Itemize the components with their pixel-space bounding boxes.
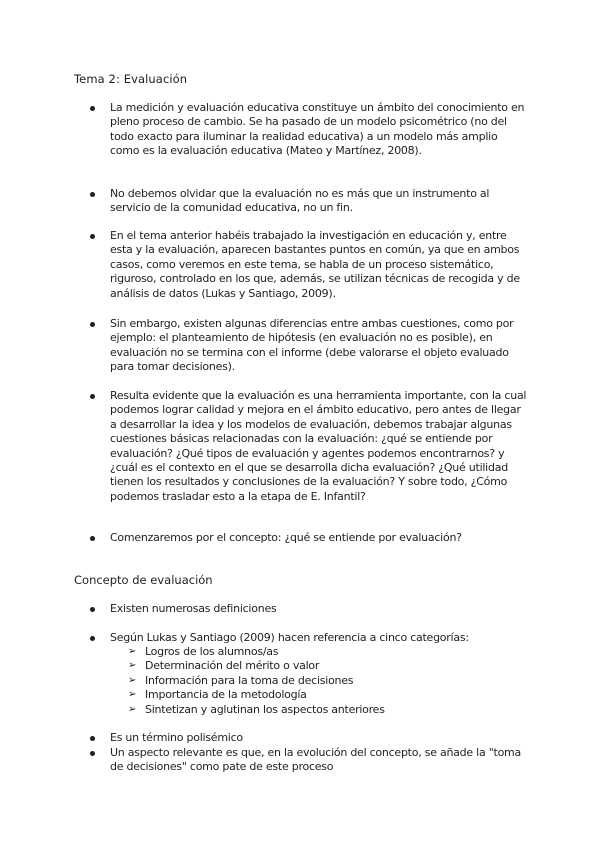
bullet-item: Según Lukas y Santiago (2009) hacen referencia a cinco categorías:: [110, 631, 528, 645]
arrow-bullet-icon: ➢: [128, 703, 137, 715]
arrow-bullet-icon: ➢: [128, 674, 137, 686]
sub-list-item: [128, 645, 508, 659]
bullet-item: Un aspecto relevante es que, en la evolución del concepto, se añade la "toma de decisiones" como pate de este proceso: [110, 746, 528, 775]
bullet-item: En el tema anterior habéis trabajado la investigación en educación y, entre esta y la evaluación, aparecen bastantes puntos en común, ya que en ambos casos, como veremos en este tema, se habla de un proceso sistemático, riguroso, controlado en los que, además, se utilizan técnicas de recogida y de análisis de datos (Lukas y Santiago, 2009).: [110, 229, 528, 301]
bullet-item: La medición y evaluación educativa constituye un ámbito del conocimiento en pleno proceso de cambio. Se ha pasado de un modelo psicométrico (no del todo exacto para iluminar la realidad educativa) a un modelo más amplio como es la evaluación educativa (Mateo y Martínez, 2008).: [110, 101, 528, 159]
sub-item-text: Importancia de la metodología: [145, 688, 307, 702]
bullet-item: No debemos olvidar que la evaluación no es más que un instrumento al servicio de la comunidad educativa, no un fin.: [110, 187, 528, 216]
sub-item-text: Determinación del mérito o valor: [145, 659, 320, 673]
arrow-bullet-icon: ➢: [128, 646, 137, 657]
sub-list-item: [128, 688, 508, 702]
page-title: Tema 2: Evaluación: [74, 72, 188, 86]
sub-list-item: [128, 674, 508, 688]
bullet-item: Es un término polisémico: [110, 731, 528, 745]
arrow-bullet-icon: ➢: [128, 660, 137, 672]
bullet-item: Sin embargo, existen algunas diferencias entre ambas cuestiones, como por ejemplo: el planteamiento de hipótesis (en evaluación no es posible), en evaluación no se termina con el informe (debe valorarse el objeto evaluado para tomar decisiones).: [110, 317, 528, 375]
section-heading: Concepto de evaluación: [74, 573, 213, 587]
sub-item-text: Logros de los alumnos/as: [145, 645, 279, 658]
sub-list-item: [128, 703, 508, 717]
bullet-item: Existen numerosas definiciones: [110, 602, 528, 616]
sub-list-item: [128, 659, 508, 673]
arrow-bullet-icon: ➢: [128, 689, 137, 701]
sub-item-text: Información para la toma de decisiones: [145, 673, 354, 687]
bullet-item: Comenzaremos por el concepto: ¿qué se entiende por evaluación?: [110, 531, 528, 545]
sub-item-text: Sintetizan y aglutinan los aspectos anteriores: [145, 702, 385, 716]
bullet-item: Resulta evidente que la evaluación es una herramienta importante, con la cual podemos lograr calidad y mejora en el ámbito educativo, pero antes de llegar a desarrollar la idea y los modelos de evaluación, debemos trabajar algunas cuestiones básicas relacionadas con la evaluación: ¿qué se entiende por evaluación? ¿Qué tipos de evaluación y agentes podemos encontrarnos? y ¿cuál es el contexto en el que se desarrolla dicha evaluación? ¿Qué utilidad tienen los resultados y conclusiones de la evaluación? Y sobre todo, ¿Cómo podemos trasladar esto a la etapa de E. Infantil?: [110, 389, 527, 503]
categories-sublist: [128, 645, 508, 717]
